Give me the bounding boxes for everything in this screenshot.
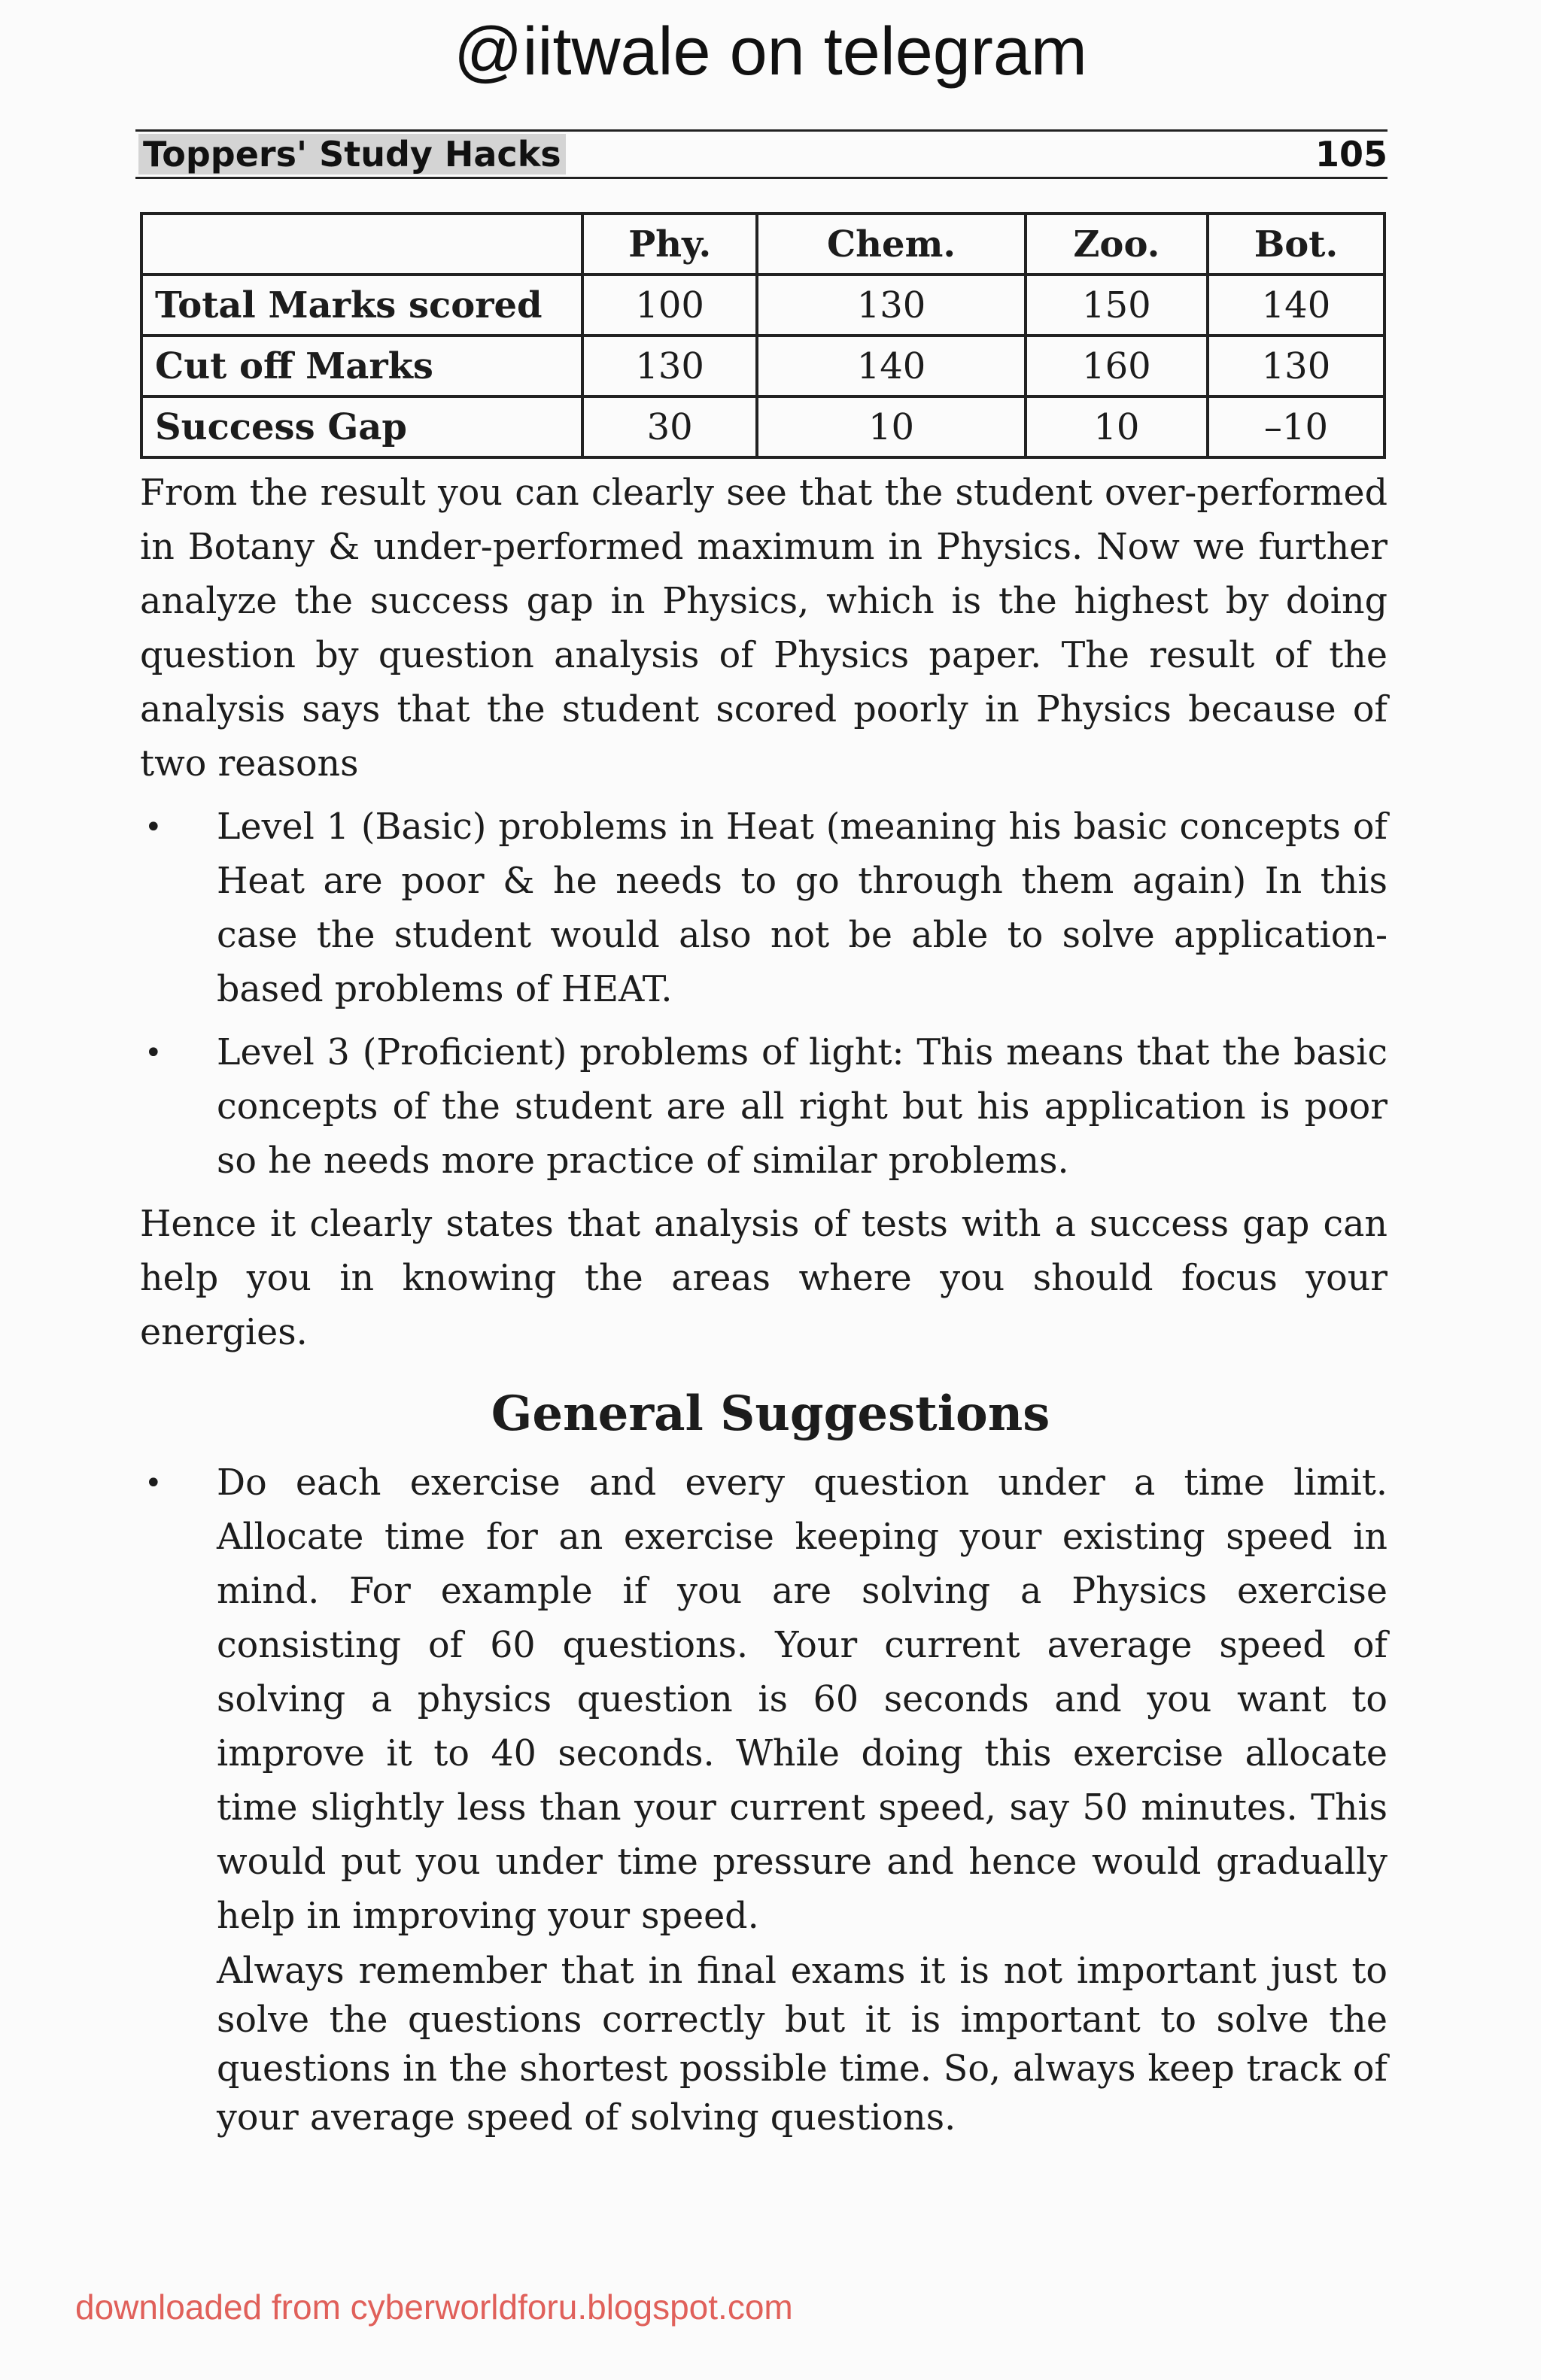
book-title: Toppers' Study Hacks xyxy=(138,134,566,175)
column-header: Bot. xyxy=(1208,214,1384,275)
conclusion-paragraph: Hence it clearly states that analysis of tests with a success gap can help you in knowing the areas where you should focus your energies. xyxy=(140,1204,1388,1353)
column-header: Chem. xyxy=(757,214,1026,275)
table-cell: 10 xyxy=(1026,396,1208,457)
row-label: Success Gap xyxy=(141,396,582,457)
table-cell: 10 xyxy=(757,396,1026,457)
table-cell: 130 xyxy=(582,335,757,396)
column-header: Phy. xyxy=(582,214,757,275)
followup-paragraph: Always remember that in final exams it is not important just to solve the questions correctly but it is important to solve the questions in the shortest possible time. So, always keep track of your average speed of solving questions. xyxy=(217,1950,1388,2139)
table-cell: 140 xyxy=(757,335,1026,396)
bullet-icon: • xyxy=(144,810,163,845)
page-number: 105 xyxy=(1315,134,1388,175)
marks-table xyxy=(140,212,1386,459)
analysis-paragraph: From the result you can clearly see that the student over-performed in Botany & under-performed maximum in Physics. Now we further analyze the success gap in Physics, which is the highest by doing question by question analysis of Physics paper. The result of the analysis says that the student scored poorly in Physics because of two reasons xyxy=(140,472,1388,785)
table-cell: 140 xyxy=(1208,275,1384,335)
table-cell: 30 xyxy=(582,396,757,457)
table-corner-cell xyxy=(141,214,582,275)
table-row xyxy=(141,396,1384,457)
page-header xyxy=(135,129,1388,179)
section-heading: General Suggestions xyxy=(491,1386,1050,1442)
row-label: Total Marks scored xyxy=(141,275,582,335)
list-item: Do each exercise and every question under a time limit. Allocate time for an exercise keeping your existing speed in mind. For example if you are solving a Physics exercise consisting of 60 questions. Your current average speed of solving a physics question is 60 seconds and you want to improve it to 40 seconds. While doing this exercise allocate time slightly less than your current speed, say 50 minutes. This would put you under time pressure and hence would gradually help in improving your speed. xyxy=(217,1462,1388,1937)
watermark-top: @iitwale on telegram xyxy=(454,14,1087,90)
table-row xyxy=(141,275,1384,335)
table-cell: –10 xyxy=(1208,396,1384,457)
table-cell: 130 xyxy=(1208,335,1384,396)
table-row xyxy=(141,335,1384,396)
list-item: Level 1 (Basic) problems in Heat (meaning his basic concepts of Heat are poor & he needs to go through them again) In this case the student would also not be able to solve application-based problems of HEAT. xyxy=(217,806,1388,1010)
column-header: Zoo. xyxy=(1026,214,1208,275)
table-cell: 150 xyxy=(1026,275,1208,335)
table-cell: 100 xyxy=(582,275,757,335)
row-label: Cut off Marks xyxy=(141,335,582,396)
table-cell: 130 xyxy=(757,275,1026,335)
list-item: Level 3 (Proficient) problems of light: This means that the basic concepts of the student are all right but his application is poor so he needs more practice of similar problems. xyxy=(217,1032,1388,1182)
watermark-bottom: downloaded from cyberworldforu.blogspot.com xyxy=(75,2287,793,2327)
table-header-row xyxy=(141,214,1384,275)
bullet-icon: • xyxy=(144,1036,163,1070)
table-cell: 160 xyxy=(1026,335,1208,396)
bullet-icon: • xyxy=(144,1466,163,1501)
